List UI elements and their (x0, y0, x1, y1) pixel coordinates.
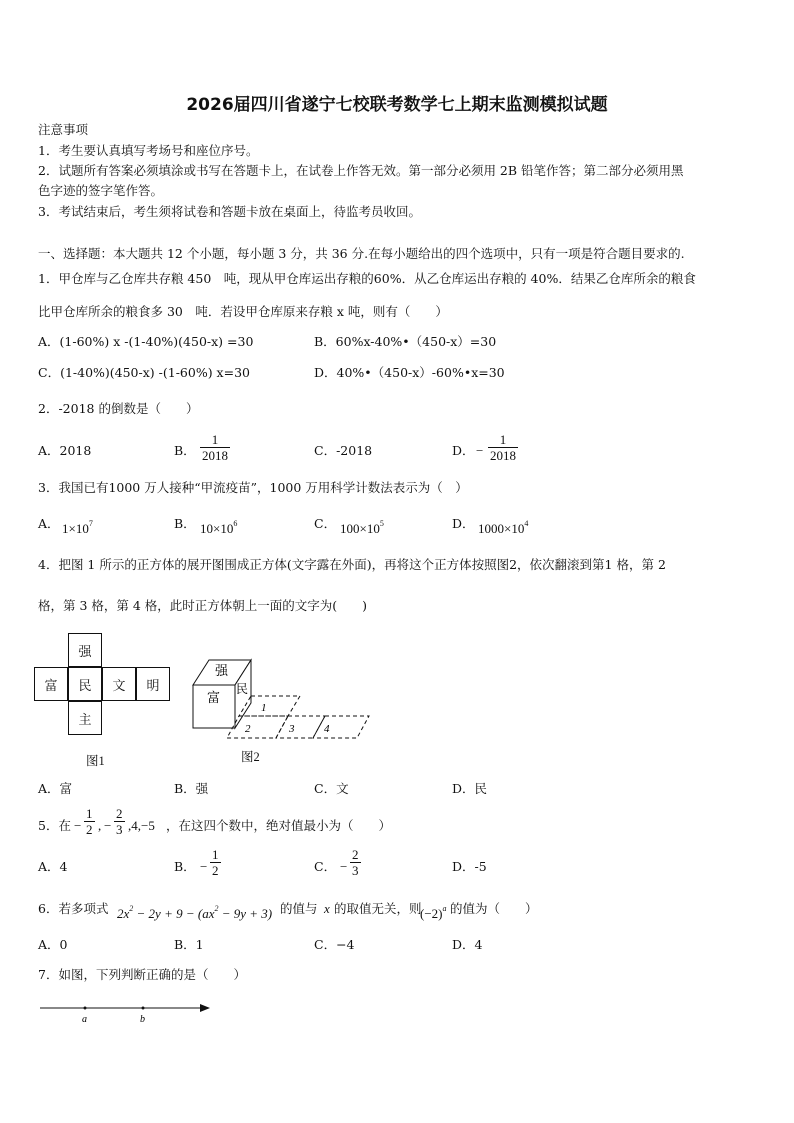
denominator: 2018 (202, 448, 228, 463)
q6-polynomial (117, 901, 272, 922)
figure-2-cube-rolling (185, 650, 425, 760)
q4-stem-line2: 格，第 3 格，第 4 格，此时正方体朝上一面的文字为( ) (38, 598, 368, 613)
net-face-center: 民 (68, 667, 102, 701)
q4-option-a: A．富 (38, 781, 73, 796)
notice-item: 3．考试结束后，考生须将试卷和答题卡放在桌面上，待监考员收回。 (38, 204, 421, 219)
q6-variable: x (324, 901, 330, 916)
exponent: 2 (129, 904, 134, 913)
q7-stem: 7．如图，下列判断正确的是（ ） (38, 967, 246, 982)
q1-option-a: A．(1-60%) x -(1-40%)(450-x) =30 (38, 334, 254, 349)
point-a-marker (84, 1007, 87, 1010)
denominator: 2018 (490, 448, 516, 463)
numerator: 1 (488, 432, 518, 448)
q2-option-d-fraction (488, 432, 518, 463)
exponent: a (442, 904, 447, 913)
q2-stem: 2．-2018 的倒数是（ ） (38, 401, 199, 416)
q5-option-d: D．-5 (452, 859, 487, 874)
point-a-label: a (82, 1014, 87, 1025)
base: (−2) (420, 906, 443, 921)
exponent: 2 (214, 904, 219, 913)
net-face-left: 富 (34, 667, 68, 701)
numerator: 1 (212, 847, 219, 862)
base: 10×10 (200, 521, 234, 536)
denominator: 2 (212, 863, 219, 878)
point-b-marker (142, 1007, 145, 1010)
numerator: 1 (200, 432, 230, 448)
notice-item: 色字迹的签字笔作答。 (38, 183, 164, 198)
cell-label-3: 3 (289, 723, 295, 735)
q2-option-b-fraction (200, 432, 230, 463)
q5-option-b-fraction (210, 847, 221, 878)
notice-item: 2．试题所有答案必须填涂或书写在答题卡上，在试卷上作答无效。第一部分必须用 2B 铅笔作答；第二部分必须用黑 (38, 163, 684, 178)
q3-option-b-value (200, 516, 237, 537)
q7-number-line (40, 998, 220, 1028)
q4-option-b: B．强 (174, 781, 209, 796)
exponent: 7 (88, 519, 93, 528)
q3-stem: 3．我国已有1000 万人接种“甲流疫苗”，1000 万用科学计数法表示为（ ） (38, 480, 468, 495)
exponent: 4 (524, 519, 529, 528)
base: 1000×10 (478, 521, 525, 536)
term: 2x (117, 906, 130, 921)
net-face-right2: 明 (136, 667, 170, 701)
q2-option-d-label: D． (452, 443, 475, 458)
point-b-label: b (140, 1014, 145, 1025)
q5-comma: , (98, 818, 102, 833)
q4-option-c: C．文 (314, 781, 349, 796)
q3-option-a-label: A． (38, 516, 60, 531)
q5-fraction1-sign: − (74, 818, 82, 833)
q1-option-d: D．40%•（450-x）-60%•x=30 (314, 365, 505, 380)
numerator: 2 (116, 806, 123, 821)
numerator: 1 (86, 806, 93, 821)
q6-option-c: C．−4 (314, 937, 355, 952)
q5-option-c-label: C． (314, 859, 337, 874)
notice-item: 1．考生要认真填写考场号和座位序号。 (38, 143, 259, 158)
cube-front-label: 富 (207, 691, 221, 706)
q5-option-c-fraction (350, 847, 361, 878)
net-face-right1: 文 (102, 667, 136, 701)
q1-option-c: C．(1-40%)(450-x) -(1-60%) x=30 (38, 365, 250, 380)
cell-label-1: 1 (261, 702, 267, 714)
grid-cell-3 (276, 716, 325, 738)
q4-option-d: D．民 (452, 781, 488, 796)
denominator: 3 (352, 863, 359, 878)
q1-stem-line2: 比甲仓库所余的粮食多 30 吨．若设甲仓库原来存粮 x 吨，则有（ ） (38, 304, 448, 319)
net-face-bottom: 主 (68, 701, 102, 735)
q6-middle: 的值与 (280, 901, 318, 916)
term: − 9y + 3) (218, 906, 273, 921)
q1-stem-line1: 1．甲仓库与乙仓库共存粮 450 吨，现从甲仓库运出存粮的60%．从乙仓库运出存粮的 40%．结果乙仓库所余的粮食 (38, 271, 696, 286)
net-face-top: 强 (68, 633, 102, 667)
section-heading: 一、选择题：本大题共 12 个小题，每小题 3 分，共 36 分.在每小题给出的四个选项中，只有一项是符合题目要求的. (38, 246, 685, 261)
cube-top-label: 强 (215, 664, 229, 679)
q2-option-d-sign: − (476, 443, 484, 458)
figure-2-caption: 图2 (241, 750, 260, 764)
term: − 2y + 9 − (ax (133, 906, 215, 921)
exponent: 6 (233, 519, 238, 528)
base: 100×10 (340, 521, 380, 536)
cube-side-label: 民 (236, 682, 249, 696)
numerator: 2 (352, 847, 359, 862)
q3-option-a-value (62, 516, 93, 537)
q5-rest: ,4,−5 (128, 818, 155, 833)
figure-1-caption: 图1 (86, 754, 105, 768)
q3-option-d-value (478, 516, 528, 537)
q5-option-b-label: B． (174, 859, 196, 874)
notice-heading: 注意事项 (38, 122, 89, 137)
exam-title: 2026届四川省遂宁七校联考数学七上期末监测模拟试题 (186, 95, 608, 115)
grid-cell-4 (313, 716, 369, 738)
denominator: 2 (86, 822, 93, 837)
q6-option-b: B．1 (174, 937, 204, 952)
q3-option-d-label: D． (452, 516, 475, 531)
cell-label-2: 2 (245, 723, 251, 735)
q5-fraction1 (84, 806, 95, 837)
q6-middle2: 的取值无关，则 (334, 901, 422, 916)
q2-option-a: A．2018 (38, 443, 92, 458)
q5-prefix: 5．在 (38, 818, 71, 833)
q3-option-c-value (340, 516, 384, 537)
denominator: 3 (116, 822, 123, 837)
q5-option-c-sign: − (340, 859, 348, 874)
q5-option-a: A．4 (38, 859, 68, 874)
q3-option-b-label: B． (174, 516, 196, 531)
arrow-right-icon (200, 1004, 210, 1012)
q6-suffix: 的值为（ ） (450, 901, 538, 916)
q3-option-c-label: C． (314, 516, 337, 531)
q4-stem-line1: 4．把图 1 所示的正方体的展开图围成正方体(文字露在外面)，再将这个正方体按照图2，依次翻滚到第1 格，第 2 (38, 557, 666, 572)
cell-label-4: 4 (324, 723, 330, 735)
q5-fraction2-sign: − (104, 818, 112, 833)
q6-power (420, 901, 447, 922)
q6-option-a: A．0 (38, 937, 68, 952)
q5-fraction2 (114, 806, 125, 837)
q5-suffix: ，在这四个数中，绝对值最小为（ ） (166, 818, 392, 833)
q5-option-b-sign: − (200, 859, 208, 874)
q2-option-c: C．-2018 (314, 443, 373, 458)
base: 1×10 (62, 521, 89, 536)
exponent: 5 (379, 519, 384, 528)
q6-prefix: 6．若多项式 (38, 901, 109, 916)
q2-option-b-label: B． (174, 443, 196, 458)
q1-option-b: B．60%x-40%•（450-x）=30 (314, 334, 497, 349)
q6-option-d: D．4 (452, 937, 483, 952)
